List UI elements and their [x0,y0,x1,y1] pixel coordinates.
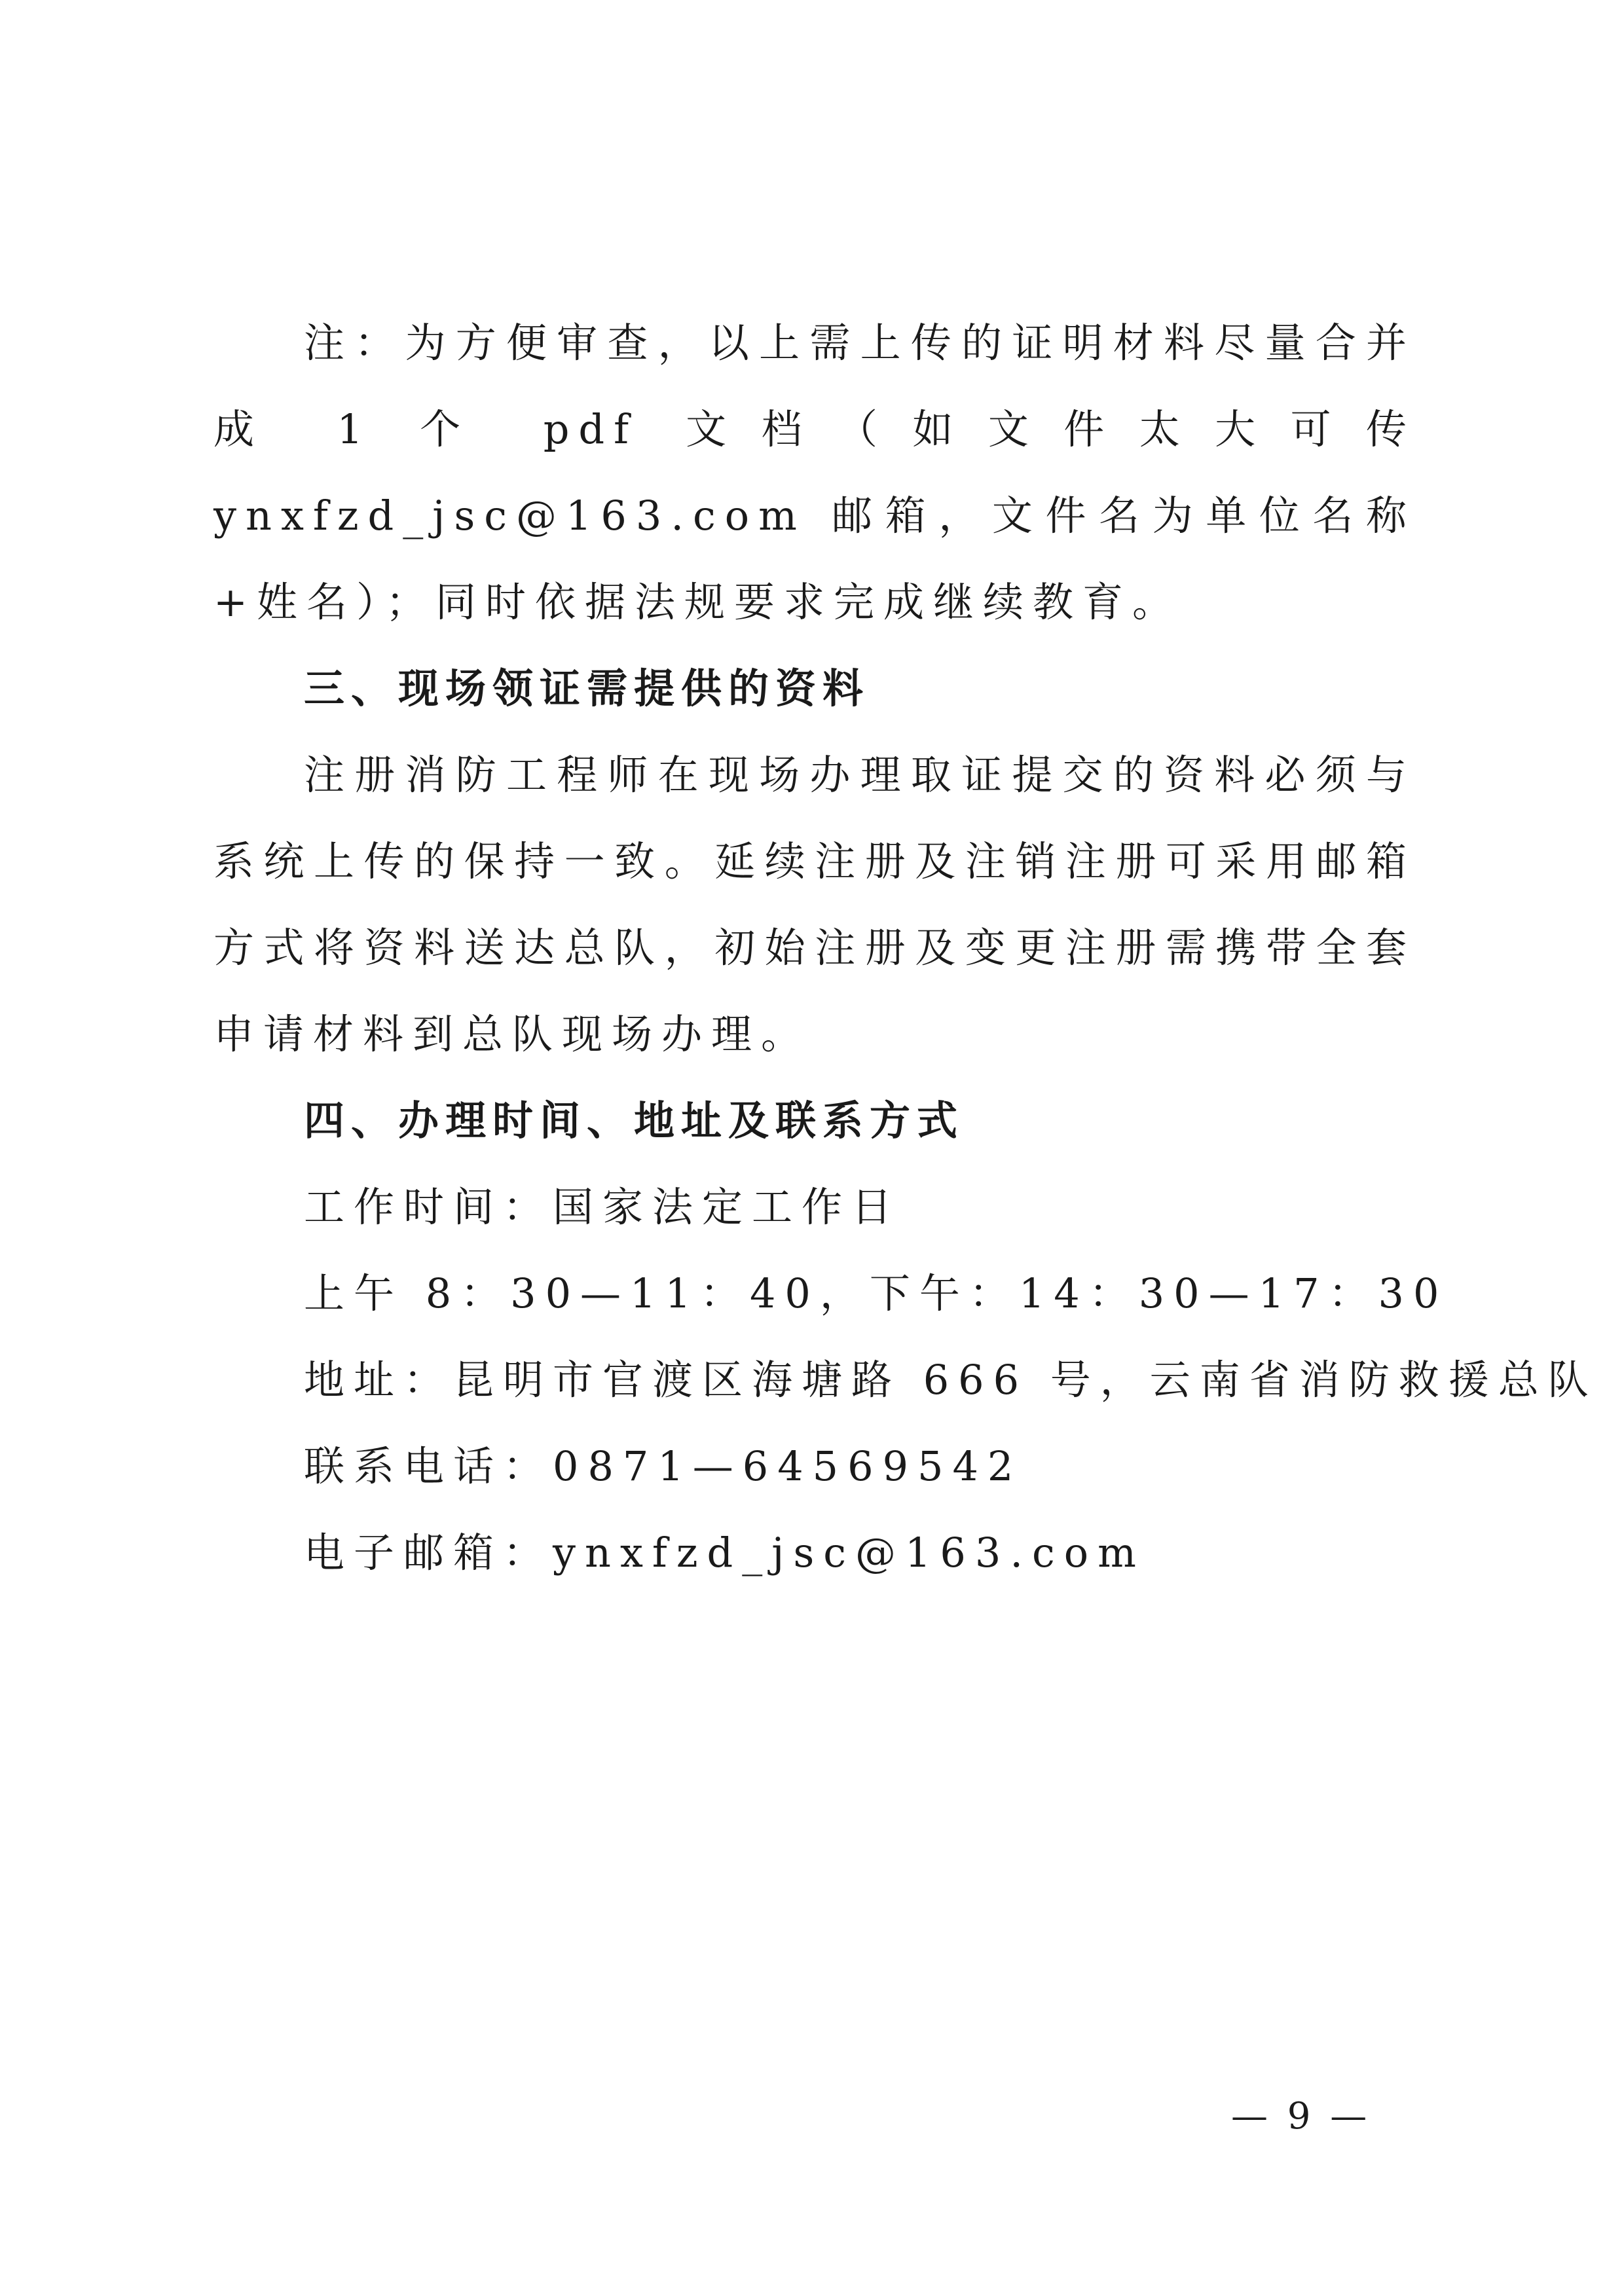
note-paragraph: 注：为方便审查，以上需上传的证明材料尽量合并成 1 个 pdf 文档（如文件太大可传 ynxfzd_jsc@163.com 邮箱，文件名为单位名称+姓名）；同时依据法规要求完成继续教育。 [213,319,1416,626]
hours-line: 上午 8：30—11：40，下午：14：30—17：30 [304,1269,1449,1317]
email-line: 电子邮箱：ynxfzd_jsc@163.com [304,1529,1145,1576]
document-body [213,300,1598,1596]
work-time-line: 工作时间：国家法定工作日 [304,1183,902,1231]
section-3-paragraph: 注册消防工程师在现场办理取证提交的资料必须与系统上传的保持一致。延续注册及注销注册可采用邮箱方式将资料送达总队，初始注册及变更注册需携带全套申请材料到总队现场办理。 [213,751,1416,1058]
address-line: 地址：昆明市官渡区海塘路 666 号，云南省消防救援总队 [304,1356,1598,1404]
section-3-heading: 三、现场领证需提供的资料 [304,665,870,712]
page-number: — 9 — [1231,2095,1371,2138]
phone-line: 联系电话：0871—64569542 [304,1442,1023,1490]
section-4-heading: 四、办理时间、地址及联系方式 [304,1097,965,1144]
